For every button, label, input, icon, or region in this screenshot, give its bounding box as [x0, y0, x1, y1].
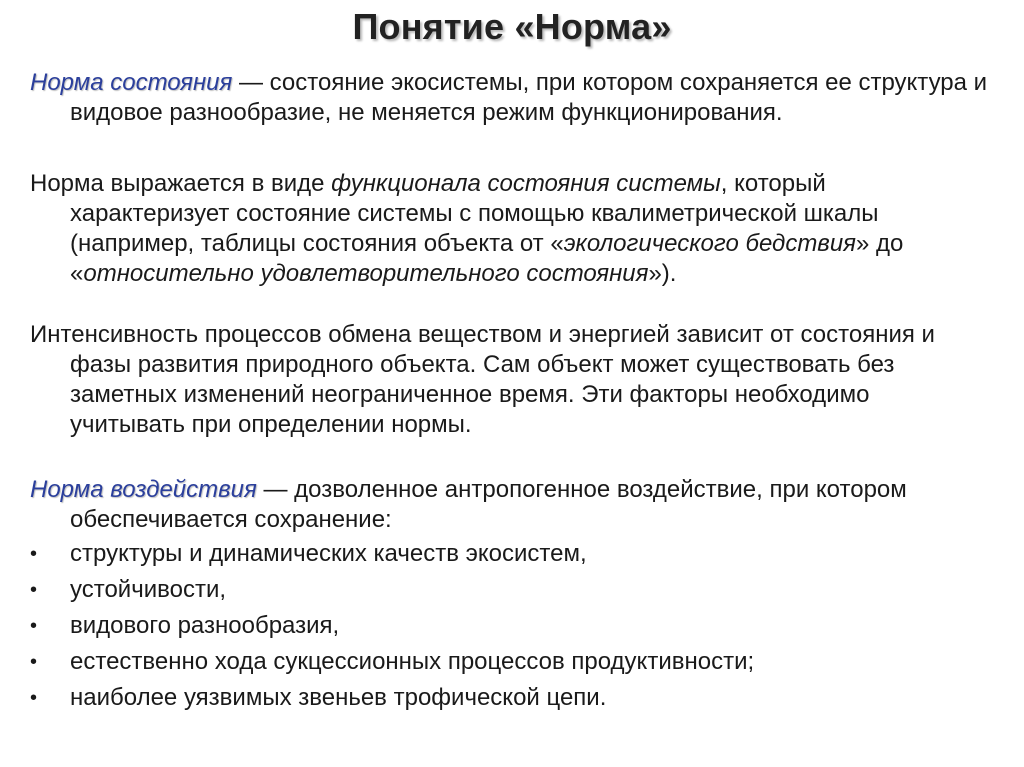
list-item	[30, 575, 990, 605]
bullet-icon: •	[30, 615, 38, 637]
list-item-text: видового разнообразия,	[70, 612, 340, 639]
list-item-text: наиболее уязвимых звеньев трофической цепи.	[70, 684, 607, 711]
term-state-norm: Норма состояния	[30, 69, 233, 96]
intensity-text: Интенсивность процессов обмена веществом и энергией зависит от состояния и фазы развития природного объекта. Сам объект может существовать без заметных изменений неограниченное время. Эти факторы необходимо учитывать при определении нормы.	[30, 321, 935, 438]
paragraph-functional	[30, 169, 990, 289]
bullet-icon: •	[30, 579, 38, 601]
term-impact-norm: Норма воздействия	[30, 476, 257, 503]
list-item-text: устойчивости,	[70, 576, 227, 603]
list-item	[30, 539, 990, 569]
bullet-icon: •	[30, 687, 38, 709]
list-item-text: структуры и динамических качеств экосистем,	[70, 540, 587, 567]
functional-text-1: Норма выражается в виде	[30, 170, 332, 197]
slide-content	[30, 68, 990, 713]
functional-emphasis-2: экологического бедствия	[563, 230, 856, 257]
functional-text-2: , который характеризует состояние системы с помощью квалиметрической шкалы (например, таблицы состояния объекта от «	[70, 170, 879, 257]
definition-state-norm: — состояние экосистемы, при котором сохраняется ее структура и видовое разнообразие, не меняется режим функционирования.	[70, 69, 988, 126]
slide-title: Понятие «Норма»	[352, 6, 672, 47]
paragraph-impact-norm	[30, 475, 990, 535]
definition-impact-norm: — дозволенное антропогенное воздействие, при котором обеспечивается сохранение:	[70, 476, 907, 533]
list-item	[30, 647, 990, 677]
bullet-list	[30, 539, 990, 713]
list-item-text: естественно хода сукцессионных процессов продуктивности;	[70, 648, 755, 675]
bullet-icon: •	[30, 651, 38, 673]
list-item	[30, 683, 990, 713]
functional-emphasis-1: функционала состояния системы	[331, 170, 721, 197]
paragraph-state-norm	[30, 68, 990, 128]
functional-text-3: » до «	[70, 230, 904, 287]
functional-emphasis-3: относительно удовлетворительного состояния	[83, 260, 649, 287]
bullet-icon: •	[30, 543, 38, 565]
functional-text-4: »).	[648, 260, 677, 287]
paragraph-intensity	[30, 320, 990, 440]
list-item	[30, 611, 990, 641]
